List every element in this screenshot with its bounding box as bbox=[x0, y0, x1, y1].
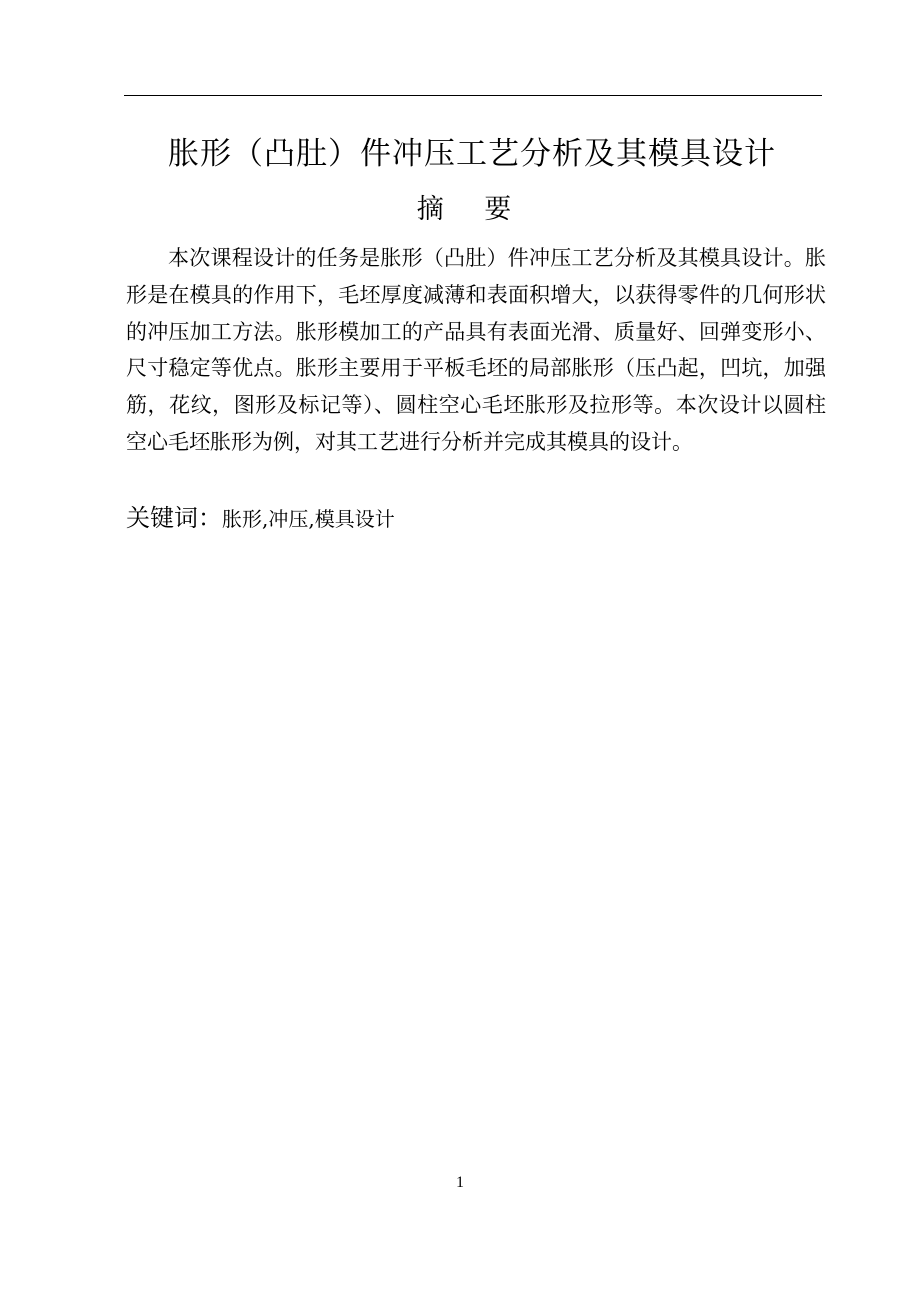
abstract-body: 本次课程设计的任务是胀形（凸肚）件冲压工艺分析及其模具设计。胀形是在模具的作用下，毛坯厚度减薄和表面积增大，以获得零件的几何形状的冲压加工方法。胀形模加工的产品具有表面光滑、质量好、回弹变形小、尺寸稳定等优点。胀形主要用于平板毛坯的局部胀形（压凸起，凹坑，加强筋，花纹，图形及标记等）、圆柱空心毛坯胀形及拉形等。本次设计以圆柱空心毛坯胀形为例，对其工艺进行分析并完成其模具的设计。 bbox=[126, 246, 826, 454]
keywords-label: 关键词： bbox=[126, 504, 222, 532]
abstract-heading: 摘 要 bbox=[416, 194, 528, 225]
document-title: 胀形（凸肚）件冲压工艺分析及其模具设计 bbox=[168, 136, 776, 172]
keywords-value: 胀形,冲压,模具设计 bbox=[222, 507, 395, 531]
header-rule bbox=[124, 95, 822, 96]
keywords-line bbox=[126, 500, 826, 539]
page-number: 1 bbox=[456, 1174, 464, 1191]
